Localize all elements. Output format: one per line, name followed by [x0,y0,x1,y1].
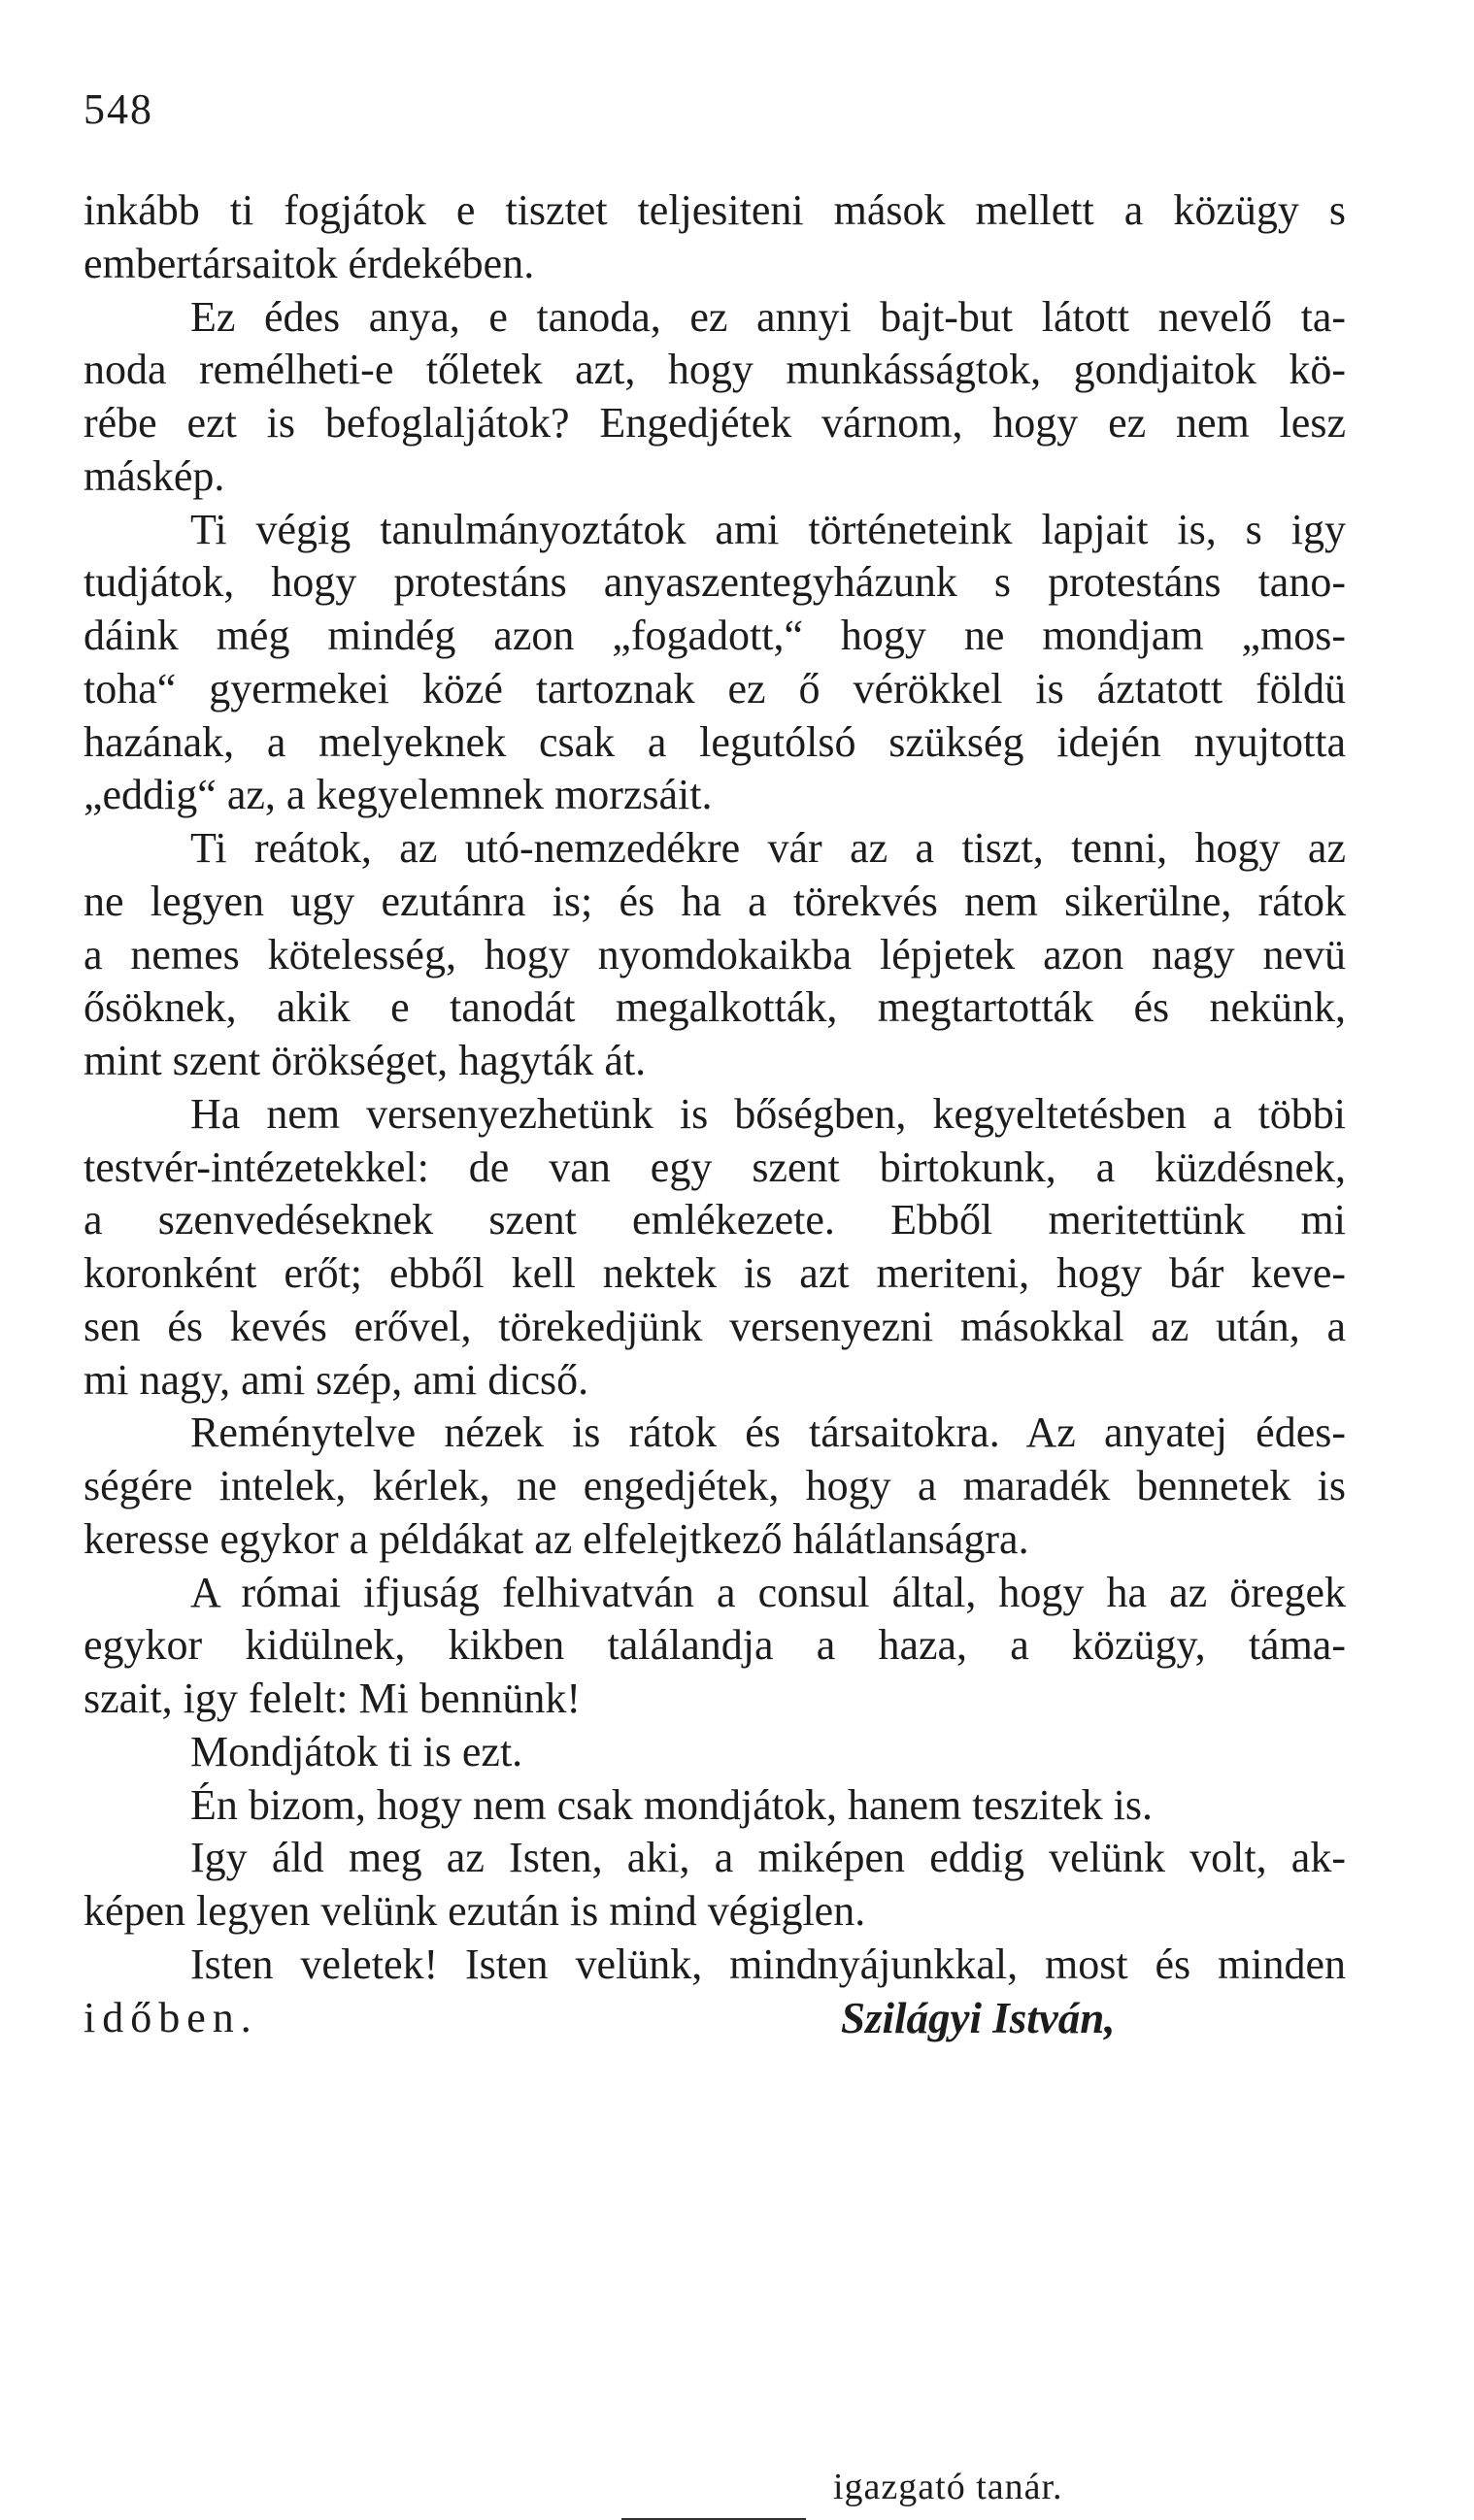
text-line: Ti reátok, az utó-nemzedékre vár az a tiszt, tenni, hogy az [190,824,1346,872]
text-line: hazának, a melyeknek csak a legutólsó szükség idején nyujtotta [84,717,1346,766]
text-line: Mondjátok ti is ezt. [190,1727,523,1775]
text-line: dáink még mindég azon „fogadott,“ hogy ne mondjam „mos- [84,612,1346,659]
text-line: toha“ gyermekei közé tartoznak ez ő vérökkel is áztatott földü [84,664,1346,713]
text-line: testvér-intézetekkel: de van egy szent birtokunk, a küzdésnek, [84,1143,1346,1191]
text-line: Én bizom, hogy nem csak mondjátok, hanem teszitek is. [190,1780,1154,1829]
text-line: a nemes kötelesség, hogy nyomdokaikba lépjetek azon nagy nevü [84,930,1346,978]
text-line: máskép. [84,451,225,500]
text-line: egykor kidülnek, kikben találandja a haza, a közügy, táma- [84,1621,1346,1670]
text-line: tudjátok, hogy protestáns anyaszentegyházunk s protestáns tano- [84,558,1346,607]
text-line: Ti végig tanulmányoztátok ami történeteink lapjait is, s igy [190,505,1346,553]
signature-line [84,1992,1346,2045]
text-line: keresse egykor a példákat az elfelejtkező hálátlanságra. [84,1514,1029,1563]
text-line: ősöknek, akik e tanodát megalkották, megtartották és nekünk, [84,983,1346,1032]
text-line: noda remélheti-e tőletek azt, hogy munkásságtok, gondjaitok kö- [84,346,1346,394]
text-line: inkább ti fogjátok e tisztet teljesiteni mások mellett a közügy s [84,186,1346,234]
text-line: Ez édes anya, e tanoda, ez annyi bajt-but látott nevelő ta- [190,292,1346,341]
text-line: embertársaitok érdekében. [84,239,535,287]
text-line: Isten veletek! Isten velünk, mindnyájunkkal, most és minden [190,1940,1346,1988]
text-line: a szenvedéseknek szent emlékezete. Ebből meritettünk mi [84,1196,1346,1244]
text-line: A római ifjuság felhivatván a consul által, hogy ha az öregek [190,1568,1346,1616]
body-text [84,184,1346,2044]
text-line: „eddig“ az, a kegyelemnek morzsáit. [84,771,713,819]
page-number: 548 [84,85,153,133]
text-line: Igy áld meg az Isten, aki, a miképen eddig velünk volt, ak- [190,1834,1346,1882]
signature-title: igazgató tanár. [833,2467,1063,2507]
text-line: rébe ezt is befoglaljátok? Engedjétek várnom, hogy ez nem lesz [84,399,1346,447]
text-line: mi nagy, ami szép, ami dicső. [84,1355,589,1404]
text-line: sen és kevés erővel, törekedjünk versenyezni másokkal az után, a [84,1302,1346,1350]
text-line: koronként erőt; ebből kell nektek is azt meriteni, hogy bár keve- [84,1249,1346,1297]
text-line: ne legyen ugy ezutánra is; és ha a törekvés nem sikerülne, rátok [84,877,1346,925]
text-line: ségére intelek, kérlek, ne engedjétek, hogy a maradék bennetek is [84,1462,1346,1509]
text-line: mint szent örökséget, hagyták át. [84,1037,647,1084]
text-line: Ha nem versenyezhetünk is bőségben, kegyeltetésben a többi [190,1089,1346,1138]
text-line: szait, igy felelt: Mi bennünk! [84,1674,581,1722]
text-line: Reménytelve nézek is rátok és társaitokra. Az anyatej édes- [190,1409,1346,1457]
closing-word: időben. [84,1993,258,2041]
text-line: képen legyen velünk ezután is mind végiglen. [84,1887,866,1935]
signature-name: Szilágyi István, [841,1993,1116,2042]
